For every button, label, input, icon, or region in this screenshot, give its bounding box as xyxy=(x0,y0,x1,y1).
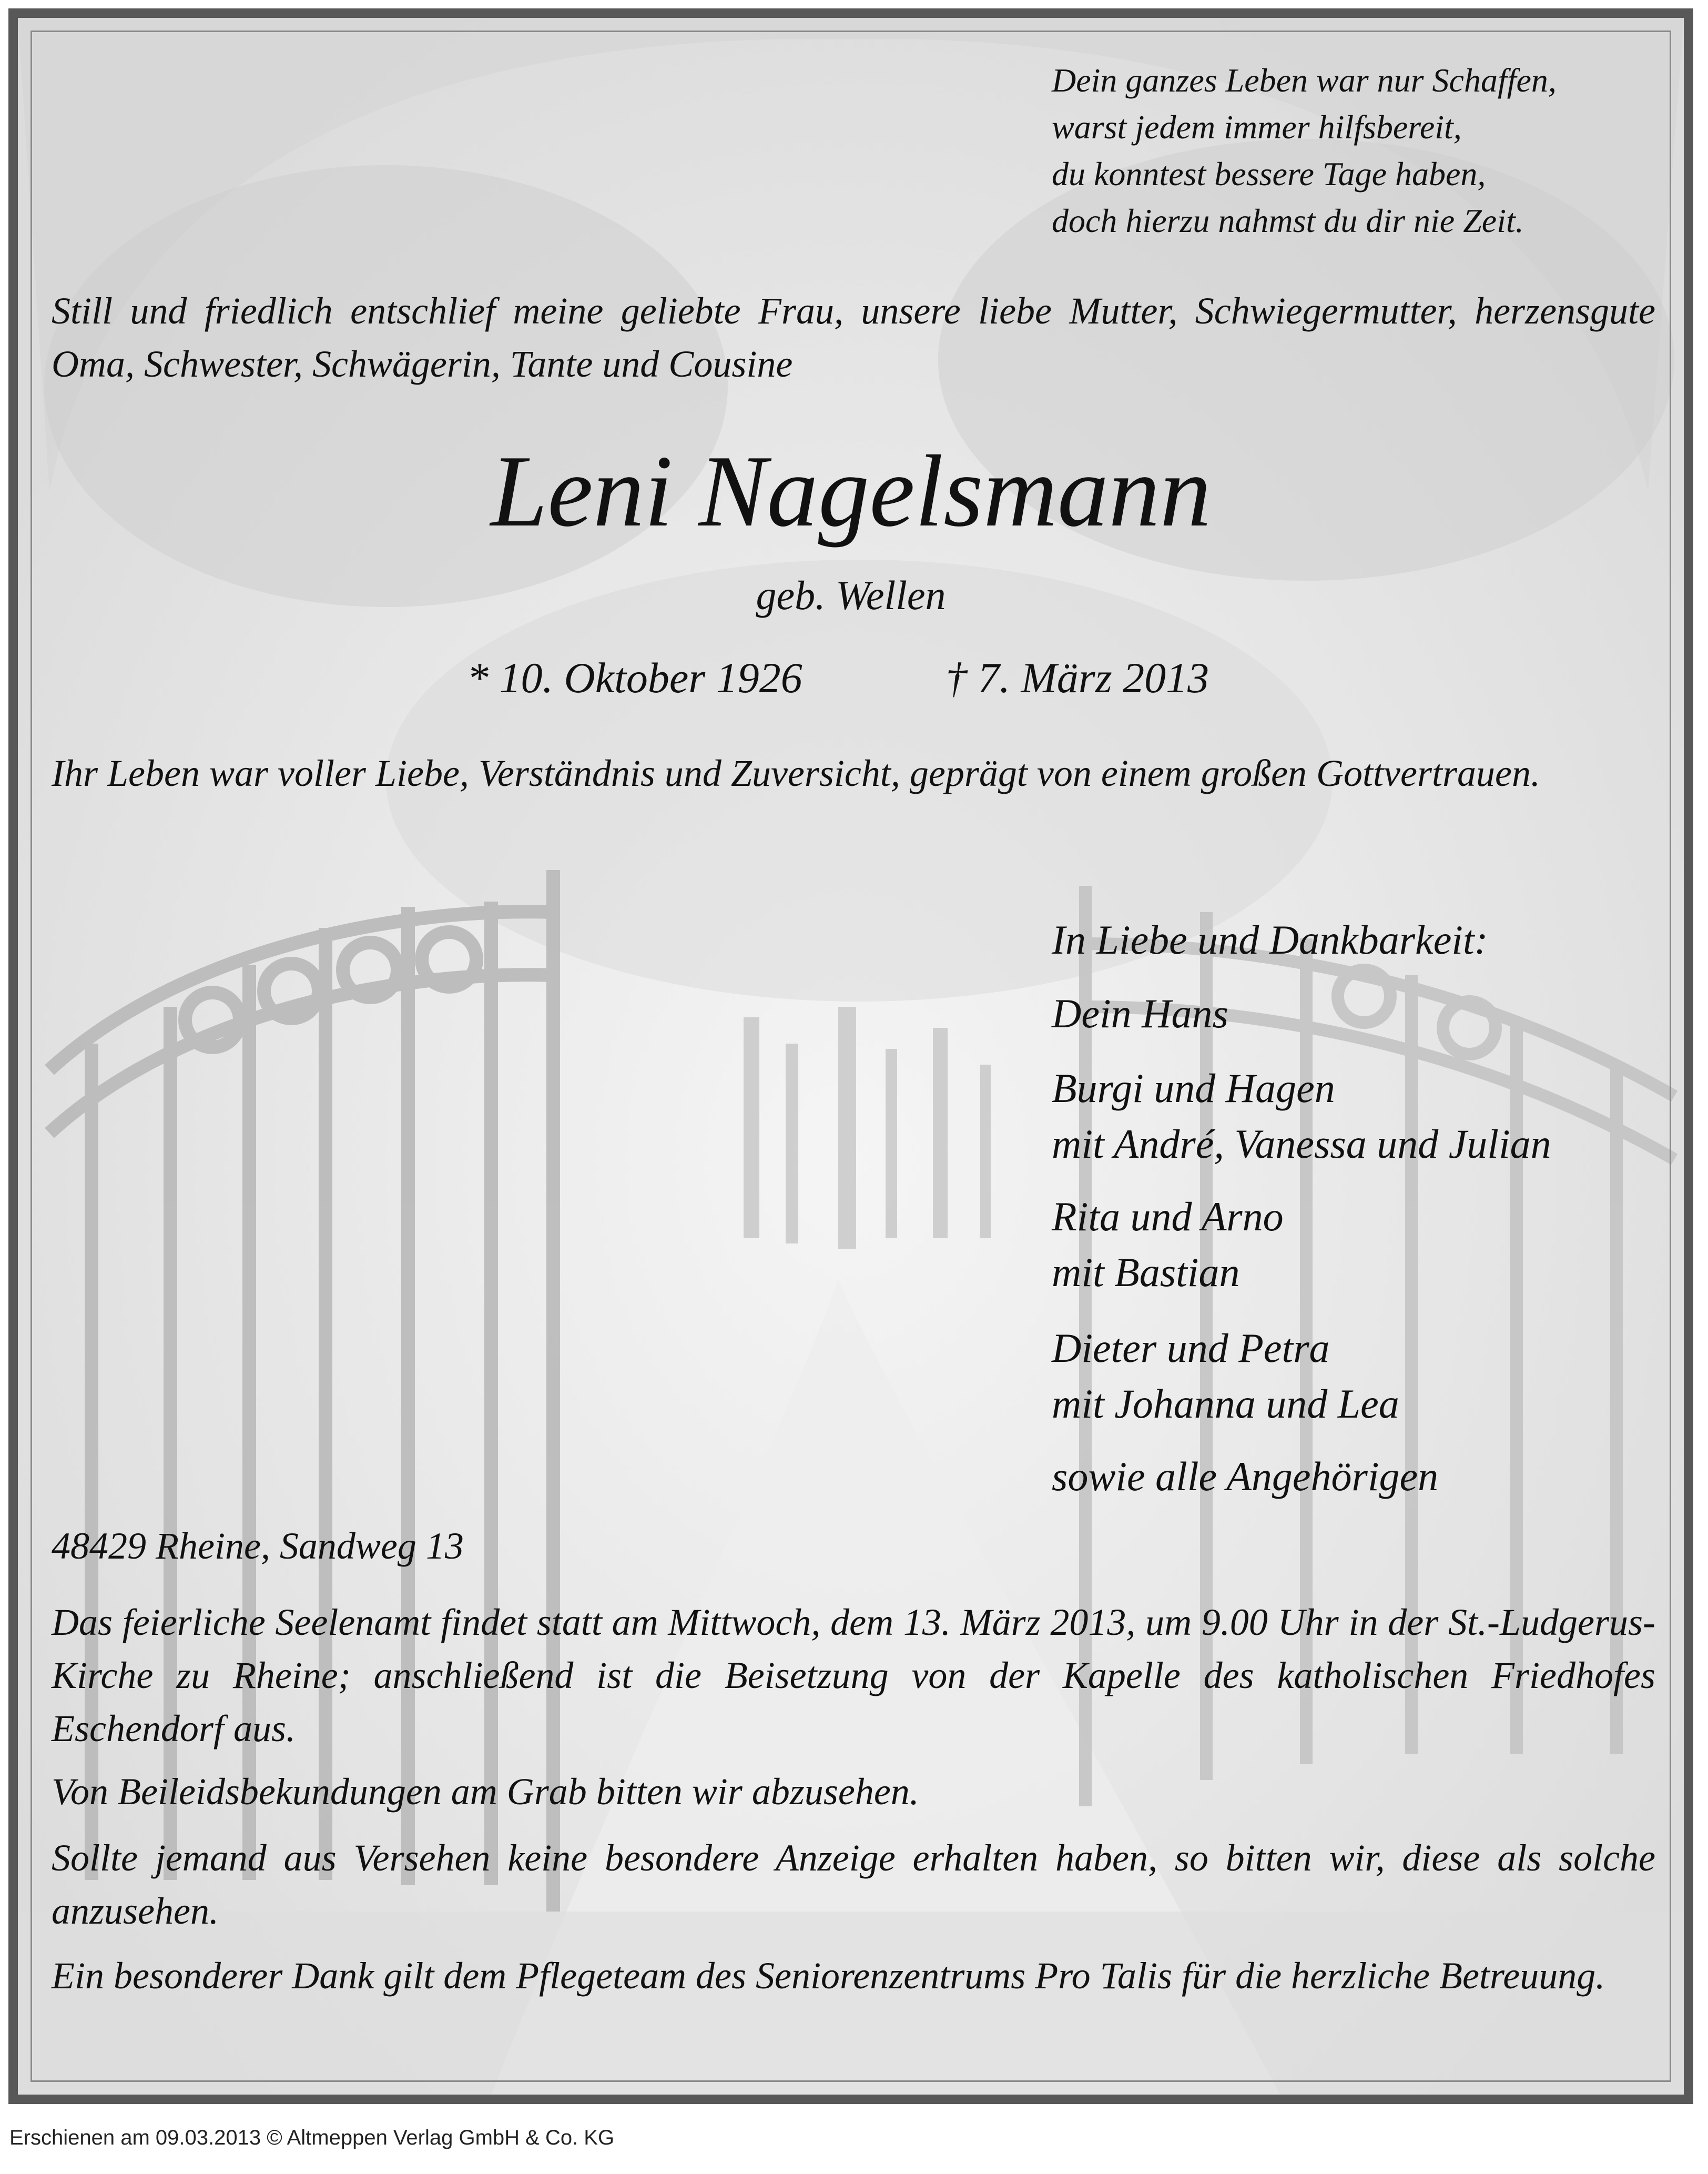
publication-footer: Erschienen am 09.03.2013 © Altmeppen Verlag GmbH & Co. KG xyxy=(9,2126,615,2149)
mourner-line: Dieter und Petra xyxy=(1052,1325,1330,1371)
mourner-group xyxy=(1052,1060,1551,1172)
mourner-group xyxy=(1052,1320,1399,1432)
condolence-note: Von Beileidsbekundungen am Grab bitten wir abzusehen. xyxy=(52,1771,919,1813)
mourner-line: Dein Hans xyxy=(1052,990,1228,1036)
mourner-group xyxy=(1052,1189,1284,1300)
notice-note: Sollte jemand aus Versehen keine besondere Anzeige erhalten haben, so bitten wir, diese als solche anzusehen. xyxy=(52,1837,1655,1932)
mourner-group xyxy=(1052,986,1228,1042)
mourner-line: mit André, Vanessa und Julian xyxy=(1052,1121,1551,1167)
motto-line: doch hierzu nahmst du dir nie Zeit. xyxy=(1052,202,1524,239)
deceased-name: Leni Nagelsmann xyxy=(490,434,1212,548)
motto-line: warst jedem immer hilfsbereit, xyxy=(1052,108,1462,146)
mourner-line: sowie alle Angehörigen xyxy=(1052,1453,1439,1499)
mourner-line: Rita und Arno xyxy=(1052,1194,1284,1239)
address: 48429 Rheine, Sandweg 13 xyxy=(52,1525,464,1567)
birth-date: * 10. Oktober 1926 xyxy=(467,654,802,702)
mourner-line: mit Johanna und Lea xyxy=(1052,1381,1399,1427)
mourner-line: Burgi und Hagen xyxy=(1052,1065,1335,1111)
intro-paragraph: Still und friedlich entschlief meine geliebte Frau, unsere liebe Mutter, Schwiegermutter, herzensgute Oma, Schwester, Schwägerin, Tante und Cousine xyxy=(52,290,1655,385)
obituary-frame xyxy=(8,8,1693,2104)
motto-line: Dein ganzes Leben war nur Schaffen, xyxy=(1052,62,1557,99)
mourner-line: mit Bastian xyxy=(1052,1249,1240,1295)
tribute-paragraph: Ihr Leben war voller Liebe, Verständnis und Zuversicht, geprägt von einem großen Gottvertrauen. xyxy=(52,752,1540,794)
motto-verse xyxy=(1052,57,1557,244)
death-date: † 7. März 2013 xyxy=(946,654,1209,702)
motto-line: du konntest bessere Tage haben, xyxy=(1052,155,1486,193)
maiden-name: geb. Wellen xyxy=(756,572,946,618)
thanks-note: Ein besonderer Dank gilt dem Pflegeteam des Seniorenzentrums Pro Talis für die herzliche Betreuung. xyxy=(52,1955,1605,1997)
mourner-group xyxy=(1052,1449,1438,1504)
service-paragraph: Das feierliche Seelenamt findet statt am Mittwoch, dem 13. März 2013, um 9.00 Uhr in der St.-Ludgerus-Kirche zu Rheine; anschließend ist die Beisetzung von der Kapelle des katholischen Friedhofes Eschendorf aus. xyxy=(52,1601,1655,1750)
mourners-heading: In Liebe und Dankbarkeit: xyxy=(1052,917,1488,963)
